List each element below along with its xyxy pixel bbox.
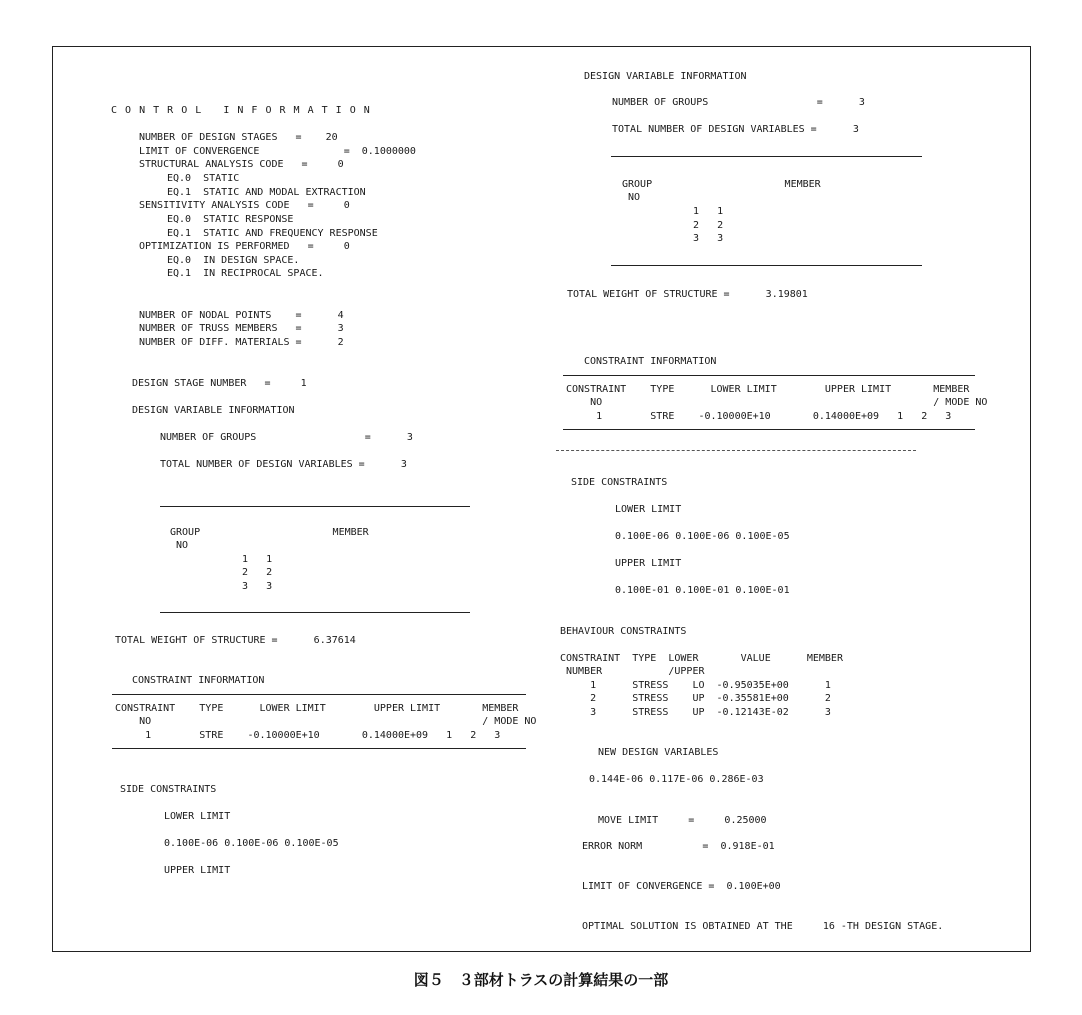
behaviour-header-2: NUMBER /UPPER [560,666,705,677]
group-row: 3 3 [242,581,273,592]
ctrl-line: STRUCTURAL ANALYSIS CODE = 0 [139,159,344,170]
rule [611,156,922,157]
rule [563,375,975,376]
count-line: NUMBER OF TRUSS MEMBERS = 3 [139,323,344,334]
count-line: NUMBER OF DIFF. MATERIALS = 2 [139,337,344,348]
ctrl-line: EQ.1 IN RECIPROCAL SPACE. [167,268,324,279]
lower-limit-label: LOWER LIMIT [615,504,682,515]
ctrl-line: LIMIT OF CONVERGENCE = 0.1000000 [139,146,416,157]
behaviour-constraints-title: BEHAVIOUR CONSTRAINTS [560,626,687,637]
constraint-row: 1 STRE -0.10000E+10 0.14000E+09 1 2 3 [115,730,501,741]
rule [112,748,526,749]
dashed-rule [556,450,916,451]
constraint-info-title: CONSTRAINT INFORMATION [132,675,265,686]
group-header: GROUP MEMBER [170,527,369,538]
group-row: 2 2 [242,567,273,578]
rule [160,612,470,613]
ctrl-line: EQ.0 STATIC RESPONSE [167,214,294,225]
behaviour-row: 2 STRESS UP -0.35581E+00 2 [560,693,831,704]
number-of-groups: NUMBER OF GROUPS = 3 [612,97,865,108]
group-no-header: NO [622,192,641,203]
group-header: GROUP MEMBER [622,179,821,190]
total-design-variables: TOTAL NUMBER OF DESIGN VARIABLES = 3 [612,124,859,135]
constraint-info-title: CONSTRAINT INFORMATION [584,356,717,367]
constraint-header-2: NO / MODE NO [115,716,537,727]
behaviour-row: 3 STRESS UP -0.12143E-02 3 [560,707,831,718]
count-line: NUMBER OF NODAL POINTS = 4 [139,310,344,321]
control-info-title: C O N T R O L I N F O R M A T I O N [111,105,371,116]
limit-of-convergence: LIMIT OF CONVERGENCE = 0.100E+00 [582,881,781,892]
total-weight: TOTAL WEIGHT OF STRUCTURE = 6.37614 [115,635,356,646]
behaviour-header: CONSTRAINT TYPE LOWER VALUE MEMBER [560,653,843,664]
design-stage-number: DESIGN STAGE NUMBER = 1 [132,378,307,389]
upper-limit-label: UPPER LIMIT [615,558,682,569]
optimal-solution-message: OPTIMAL SOLUTION IS OBTAINED AT THE 16 -TH DESIGN STAGE. [582,921,944,932]
design-variable-title: DESIGN VARIABLE INFORMATION [132,405,295,416]
constraint-header-2: NO / MODE NO [566,397,988,408]
side-constraints-title: SIDE CONSTRAINTS [120,784,217,795]
group-row: 2 2 [693,220,724,231]
group-row: 1 1 [242,554,273,565]
figure-caption: 図５ ３部材トラスの計算結果の一部 [413,971,669,989]
new-design-variables-values: 0.144E-06 0.117E-06 0.286E-03 [589,774,764,785]
group-row: 1 1 [693,206,724,217]
upper-limit-values: 0.100E-01 0.100E-01 0.100E-01 [615,585,790,596]
constraint-row: 1 STRE -0.10000E+10 0.14000E+09 1 2 3 [566,411,952,422]
rule [563,429,975,430]
error-norm: ERROR NORM = 0.918E-01 [582,841,775,852]
constraint-header: CONSTRAINT TYPE LOWER LIMIT UPPER LIMIT MEMBER [566,384,970,395]
ctrl-line: NUMBER OF DESIGN STAGES = 20 [139,132,338,143]
rule [160,506,470,507]
ctrl-line: EQ.1 STATIC AND MODAL EXTRACTION [167,187,366,198]
ctrl-line: SENSITIVITY ANALYSIS CODE = 0 [139,200,350,211]
side-constraints-title: SIDE CONSTRAINTS [571,477,668,488]
behaviour-row: 1 STRESS LO -0.95035E+00 1 [560,680,831,691]
number-of-groups: NUMBER OF GROUPS = 3 [160,432,413,443]
lower-limit-values: 0.100E-06 0.100E-06 0.100E-05 [164,838,339,849]
rule [611,265,922,266]
ctrl-line: EQ.1 STATIC AND FREQUENCY RESPONSE [167,228,378,239]
group-no-header: NO [170,540,189,551]
lower-limit-label: LOWER LIMIT [164,811,231,822]
ctrl-line: EQ.0 IN DESIGN SPACE. [167,255,300,266]
design-variable-title: DESIGN VARIABLE INFORMATION [584,71,747,82]
ctrl-line: OPTIMIZATION IS PERFORMED = 0 [139,241,350,252]
new-design-variables-title: NEW DESIGN VARIABLES [598,747,719,758]
move-limit: MOVE LIMIT = 0.25000 [598,815,767,826]
upper-limit-label: UPPER LIMIT [164,865,231,876]
ctrl-line: EQ.0 STATIC [167,173,240,184]
rule [112,694,526,695]
lower-limit-values: 0.100E-06 0.100E-06 0.100E-05 [615,531,790,542]
group-row: 3 3 [693,233,724,244]
constraint-header: CONSTRAINT TYPE LOWER LIMIT UPPER LIMIT MEMBER [115,703,519,714]
total-design-variables: TOTAL NUMBER OF DESIGN VARIABLES = 3 [160,459,407,470]
total-weight: TOTAL WEIGHT OF STRUCTURE = 3.19801 [567,289,808,300]
